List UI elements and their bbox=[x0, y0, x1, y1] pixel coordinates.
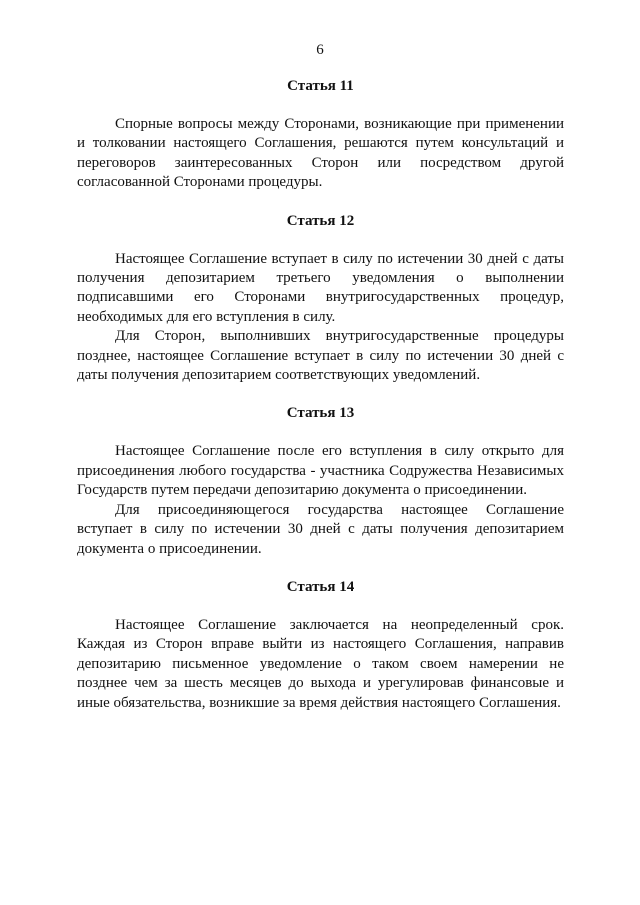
article-title: Статья 12 bbox=[286, 212, 355, 229]
article-paragraph: Настоящее Соглашение заключается на неопределенный срок. Каждая из Сторон вправе выйти из настоящего Соглашения, направив депозитарию письменное уведомление о таком своем намерении не позднее чем за шесть месяцев до выхода и урегулировав финансовые и иные обязательства, возникшие за время действия настоящего Соглашения. bbox=[77, 616, 564, 711]
article-paragraph: Для Сторон, выполнивших внутригосударственные процедуры позднее, настоящее Соглашение вступает в силу по истечении 30 дней с даты получения депозитарием соответствующих уведомлений. bbox=[77, 328, 564, 384]
article-paragraph: Спорные вопросы между Сторонами, возникающие при применении и толковании настоящего Соглашения, решаются путем консультаций и переговоров заинтересованных Сторон или посредством другой согласованной Сторонами процедуры. bbox=[77, 116, 564, 191]
article-11 bbox=[77, 76, 564, 193]
article-12 bbox=[77, 211, 564, 386]
article-paragraph: Настоящее Соглашение после его вступления в силу открыто для присоединения любого государства - участника Содружества Независимых Государств путем передачи депозитарию документа о присоединении. bbox=[77, 443, 564, 499]
article-13 bbox=[77, 403, 564, 558]
article-paragraph: Настоящее Соглашение вступает в силу по истечении 30 дней с даты получения депозитарием третьего уведомления о выполнении подписавшими его Сторонами внутригосударственных процедур, необходимых для его вступления в силу. bbox=[77, 250, 564, 325]
article-14 bbox=[77, 577, 564, 713]
article-title: Статья 14 bbox=[286, 578, 355, 595]
article-title: Статья 11 bbox=[287, 78, 354, 94]
article-paragraph: Для присоединяющегося государства настоящее Соглашение вступает в силу по истечении 30 дней с даты получения депозитарием документа о присоединении. bbox=[77, 501, 564, 557]
document-body bbox=[77, 76, 564, 713]
article-title: Статья 13 bbox=[286, 405, 355, 422]
page-number: 6 bbox=[316, 42, 324, 58]
